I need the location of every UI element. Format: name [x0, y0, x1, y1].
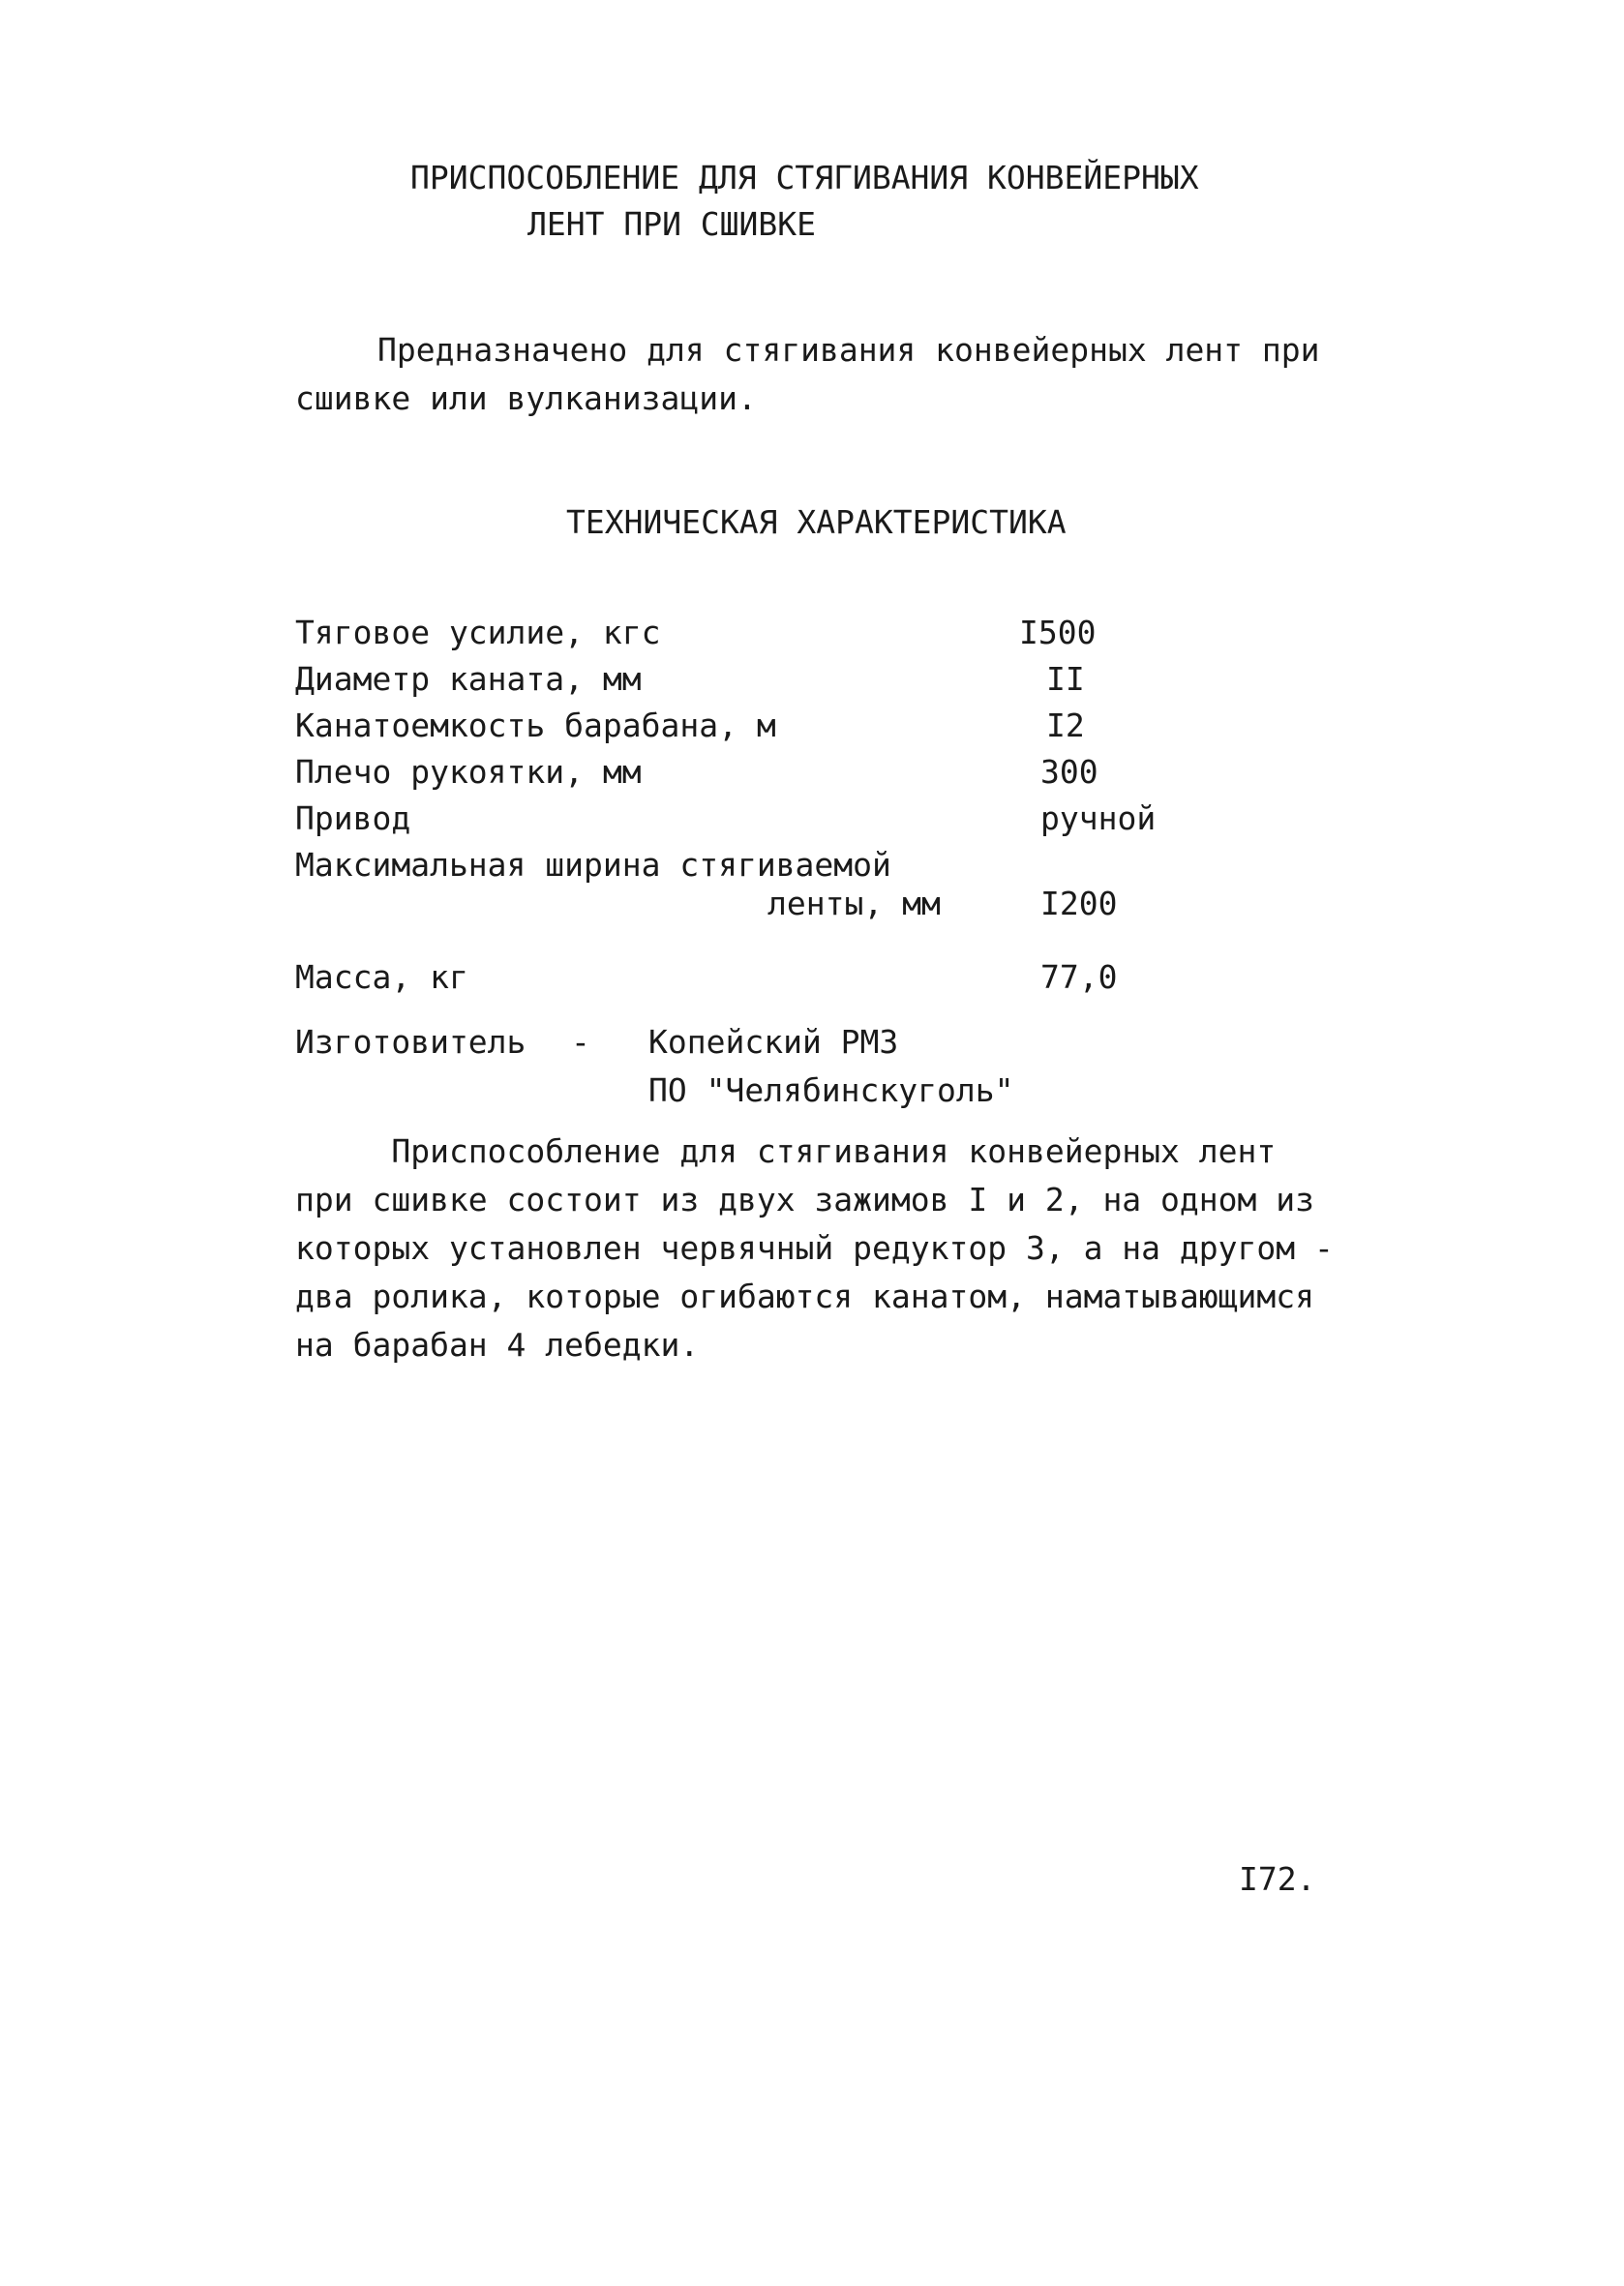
description-line-5: на барабан 4 лебедки. — [295, 1326, 700, 1364]
page-number: I72. — [1239, 1860, 1316, 1898]
intro-paragraph-line-2: сшивке или вулканизации. — [295, 379, 757, 417]
spec-label: Тяговое усилие, кгс — [295, 614, 661, 651]
description-line-3: которых установлен червячный редуктор 3, а на другом - — [295, 1229, 1334, 1267]
spec-row-handle-arm — [295, 749, 1263, 796]
document-title-line-1: ПРИСПОСОБЛЕНИЕ ДЛЯ СТЯГИВАНИЯ КОНВЕЙЕРНЫХ — [410, 159, 1199, 196]
spec-value: 300 — [1040, 753, 1098, 791]
spec-label: Канатоемкость барабана, м — [295, 707, 776, 744]
spec-value: ручной — [1040, 799, 1157, 837]
description-paragraph — [295, 1128, 1334, 1369]
spec-label: Максимальная ширина стягиваемой — [295, 846, 891, 884]
manufacturer-label: Изготовитель — [295, 1023, 526, 1061]
spec-value: 77,0 — [1040, 958, 1118, 996]
spec-row-rope-diameter — [295, 656, 1263, 703]
spec-value: I2 — [1046, 707, 1085, 744]
spec-row-drive — [295, 796, 1263, 842]
spec-label: Масса, кг — [295, 958, 468, 996]
spec-label: Диаметр каната, мм — [295, 660, 642, 698]
spec-row-mass — [295, 954, 1263, 1001]
manufacturer-name-line-1: Копейский РМЗ — [648, 1023, 899, 1061]
spec-value: II — [1046, 660, 1085, 698]
spec-row-drum-capacity — [295, 703, 1263, 749]
manufacturer-dash: - — [571, 1023, 590, 1061]
description-line-4: два ролика, которые огибаются канатом, наматывающимся — [295, 1278, 1314, 1315]
spec-value: I200 — [1040, 885, 1118, 922]
manufacturer-name-line-2: ПО "Челябинскуголь" — [648, 1071, 1014, 1109]
description-line-1: Приспособление для стягивания конвейерных лент — [295, 1132, 1277, 1170]
spec-value: I500 — [1019, 614, 1097, 651]
intro-paragraph-line-1: Предназначено для стягивания конвейерных лент при — [377, 331, 1320, 369]
spec-sublabel: ленты, мм — [767, 885, 941, 922]
spec-label: Плечо рукоятки, мм — [295, 753, 642, 791]
spec-label: Привод — [295, 799, 411, 837]
description-line-2: при сшивке состоит из двух зажимов I и 2, на одном из — [295, 1181, 1314, 1218]
spec-row-max-belt-width — [295, 842, 1263, 935]
spec-row-traction-force — [295, 610, 1263, 656]
section-heading: ТЕХНИЧЕСКАЯ ХАРАКТЕРИСТИКА — [566, 503, 1067, 541]
document-title-line-2: ЛЕНТ ПРИ СШИВКЕ — [527, 205, 817, 243]
